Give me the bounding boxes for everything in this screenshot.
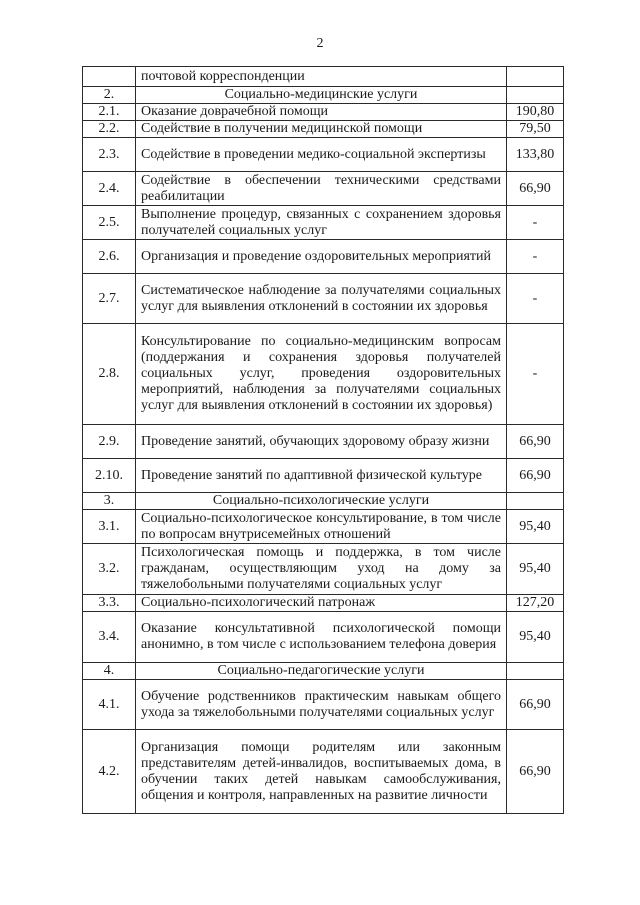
row-number: 2.5. <box>83 206 136 240</box>
row-number: 4.2. <box>83 730 136 814</box>
service-price: - <box>507 324 564 425</box>
row-number: 3.3. <box>83 595 136 612</box>
row-number: 2.8. <box>83 324 136 425</box>
row-number: 2.3. <box>83 138 136 172</box>
service-price: 66,90 <box>507 730 564 814</box>
table-row <box>83 138 564 172</box>
row-number: 2. <box>83 87 136 104</box>
service-name: Социально-психологический патронаж <box>136 595 507 612</box>
service-name: Проведение занятий, обучающих здоровому образу жизни <box>136 425 507 459</box>
row-number: 4.1. <box>83 680 136 730</box>
row-number: 2.7. <box>83 274 136 324</box>
section-title: Социально-психологические услуги <box>136 493 507 510</box>
table-row <box>83 459 564 493</box>
table-row <box>83 240 564 274</box>
section-title: Социально-педагогические услуги <box>136 663 507 680</box>
table-row <box>83 425 564 459</box>
service-name: Содействие в получении медицинской помощи <box>136 121 507 138</box>
service-price <box>507 87 564 104</box>
section-row <box>83 493 564 510</box>
service-name: Обучение родственников практическим навыкам общего ухода за тяжелобольными получателями социальных услуг <box>136 680 507 730</box>
service-name: Выполнение процедур, связанных с сохранением здоровья получателей социальных услуг <box>136 206 507 240</box>
page-number: 2 <box>316 36 324 51</box>
row-number: 2.9. <box>83 425 136 459</box>
service-price <box>507 493 564 510</box>
service-name: Оказание консультативной психологической помощи анонимно, в том числе с использованием телефона доверия <box>136 612 507 663</box>
table-row <box>83 206 564 240</box>
service-price: 95,40 <box>507 544 564 595</box>
service-name: Организация помощи родителям или законным представителям детей-инвалидов, воспитываемых дома, в обучении таких детей навыкам самообслуживания, общения и контроля, направленных на развитие личности <box>136 730 507 814</box>
section-row <box>83 87 564 104</box>
service-price: - <box>507 206 564 240</box>
service-price: 66,90 <box>507 172 564 206</box>
row-number: 2.10. <box>83 459 136 493</box>
row-number <box>83 67 136 87</box>
service-price: 95,40 <box>507 510 564 544</box>
service-name: Содействие в обеспечении техническими средствами реабилитации <box>136 172 507 206</box>
service-name: Консультирование по социально-медицинским вопросам (поддержания и сохранения здоровья получателей социальных услуг, проведения оздоровительных мероприятий, наблюдения за получателями социальных услуг для выявления отклонений в состоянии их здоровья) <box>136 324 507 425</box>
row-number: 3.4. <box>83 612 136 663</box>
table-row <box>83 730 564 814</box>
service-price <box>507 67 564 87</box>
table-row <box>83 595 564 612</box>
services-tariff-table <box>82 66 564 814</box>
service-name: Оказание доврачебной помощи <box>136 104 507 121</box>
service-price: 66,90 <box>507 425 564 459</box>
table-row <box>83 274 564 324</box>
table-row <box>83 67 564 87</box>
table-row <box>83 324 564 425</box>
service-name: почтовой корреспонденции <box>136 67 507 87</box>
service-name: Проведение занятий по адаптивной физической культуре <box>136 459 507 493</box>
table-row <box>83 104 564 121</box>
row-number: 2.6. <box>83 240 136 274</box>
service-price: 190,80 <box>507 104 564 121</box>
table-row <box>83 172 564 206</box>
service-price: - <box>507 240 564 274</box>
service-price: 95,40 <box>507 612 564 663</box>
service-price: 127,20 <box>507 595 564 612</box>
service-price: - <box>507 274 564 324</box>
row-number: 4. <box>83 663 136 680</box>
table-row <box>83 121 564 138</box>
service-price: 133,80 <box>507 138 564 172</box>
service-price: 66,90 <box>507 459 564 493</box>
service-name: Социально-психологическое консультирование, в том числе по вопросам внутрисемейных отношений <box>136 510 507 544</box>
service-name: Организация и проведение оздоровительных мероприятий <box>136 240 507 274</box>
service-name: Психологическая помощь и поддержка, в том числе гражданам, осуществляющим уход на дому за тяжелобольными получателями социальных услуг <box>136 544 507 595</box>
service-price <box>507 663 564 680</box>
table-row <box>83 680 564 730</box>
row-number: 2.2. <box>83 121 136 138</box>
section-title: Социально-медицинские услуги <box>136 87 507 104</box>
row-number: 3.2. <box>83 544 136 595</box>
row-number: 3.1. <box>83 510 136 544</box>
table-row <box>83 544 564 595</box>
row-number: 2.1. <box>83 104 136 121</box>
table-row <box>83 510 564 544</box>
table-row <box>83 612 564 663</box>
service-price: 66,90 <box>507 680 564 730</box>
service-name: Систематическое наблюдение за получателями социальных услуг для выявления отклонений в состоянии их здоровья <box>136 274 507 324</box>
row-number: 2.4. <box>83 172 136 206</box>
section-row <box>83 663 564 680</box>
service-price: 79,50 <box>507 121 564 138</box>
service-name: Содействие в проведении медико-социальной экспертизы <box>136 138 507 172</box>
row-number: 3. <box>83 493 136 510</box>
